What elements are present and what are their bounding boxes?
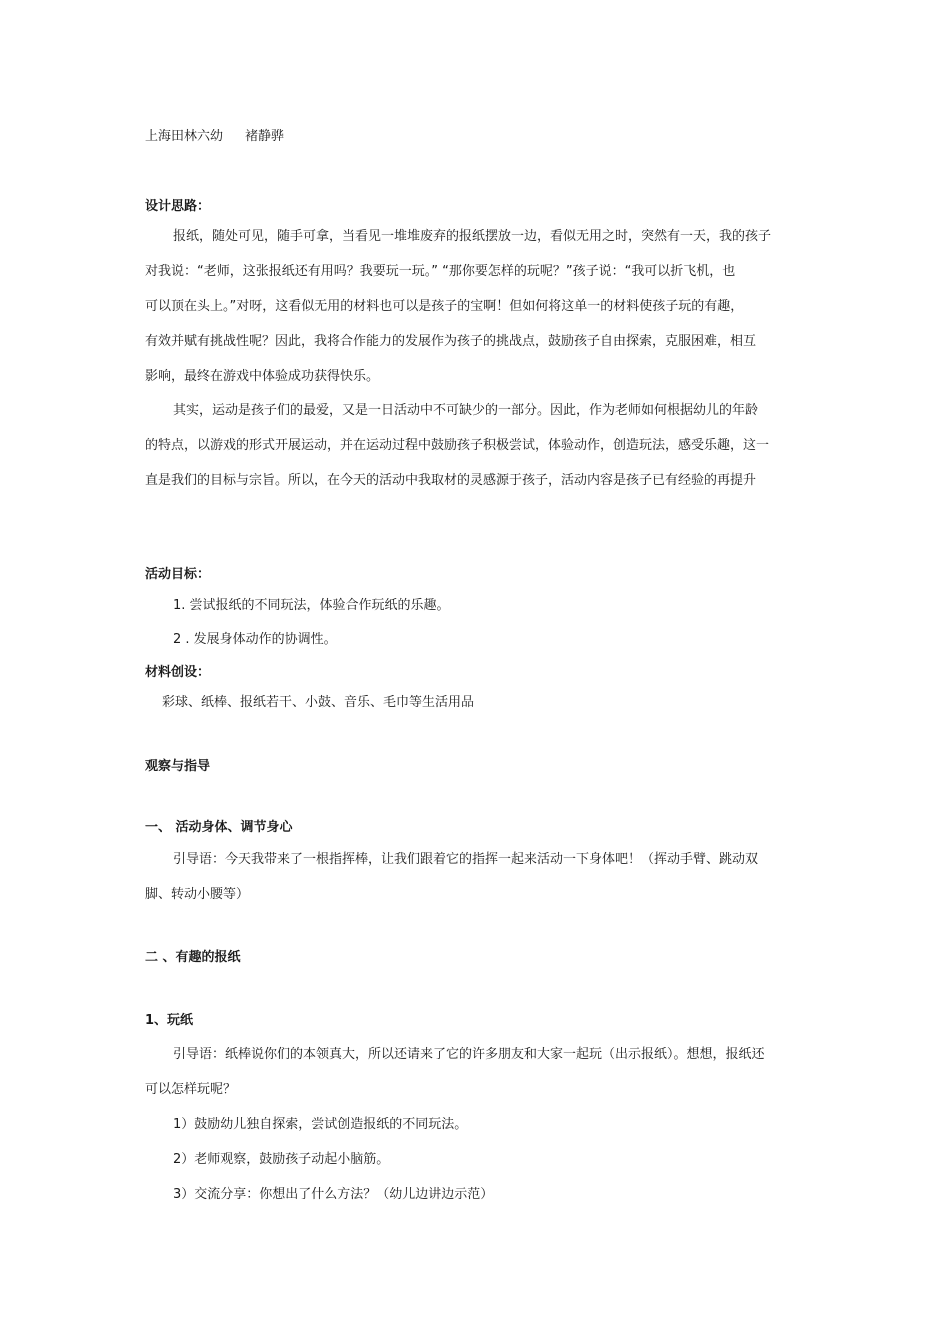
design-para1-line: 可以顶在头上。”对呀，这看似无用的材料也可以是孩子的宝啊！但如何将这单一的材料使孩子玩的有趣， — [145, 299, 744, 314]
materials-heading: 材料创设： — [145, 665, 211, 680]
section1-line: 引导语：今天我带来了一根指挥棒，让我们跟着它的指挥一起来活动一下身体吧！（挥动手臂、跳动双 — [173, 852, 759, 867]
goals-heading: 活动目标： — [145, 567, 211, 582]
design-heading: 设计思路： — [145, 199, 211, 214]
design-para1-line: 有效并赋有挑战性呢？因此，我将合作能力的发展作为孩子的挑战点，鼓励孩子自由探索，克服困难，相互 — [145, 334, 757, 349]
sub1-heading: 1、玩纸 — [145, 1013, 194, 1028]
section1-heading: 一、 活动身体、调节身心 — [145, 820, 293, 835]
sub1-step: 2）老师观察，鼓励孩子动起小脑筋。 — [173, 1152, 390, 1167]
section1-line: 脚、转动小腰等） — [145, 887, 250, 902]
materials-text: 彩球、纸棒、报纸若干、小鼓、音乐、毛巾等生活用品 — [162, 695, 475, 710]
goal-item: 2 . 发展身体动作的协调性。 — [173, 632, 337, 647]
school-name: 上海田林六幼 — [145, 129, 224, 144]
design-para2-line: 其实，运动是孩子们的最爱，又是一日活动中不可缺少的一部分。因此，作为老师如何根据幼儿的年龄 — [173, 403, 759, 418]
sub1-line: 引导语：纸棒说你们的本领真大，所以还请来了它的许多朋友和大家一起玩（出示报纸）。想想，报纸还 — [173, 1047, 765, 1062]
author-name: 褚静骅 — [245, 129, 285, 144]
header-line — [145, 128, 284, 146]
sub1-line: 可以怎样玩呢？ — [145, 1082, 237, 1097]
sub1-step: 1）鼓励幼儿独自探索，尝试创造报纸的不同玩法。 — [173, 1117, 468, 1132]
section2-heading: 二 、有趣的报纸 — [145, 950, 241, 965]
observe-heading: 观察与指导 — [145, 759, 211, 774]
design-para1-line: 对我说：“老师，这张报纸还有用吗？我要玩一玩。” “那你要怎样的玩呢？”孩子说：“我可以折飞机，也 — [145, 264, 736, 279]
goal-item: 1. 尝试报纸的不同玩法，体验合作玩纸的乐趣。 — [173, 598, 450, 613]
design-para1-line: 影响，最终在游戏中体验成功获得快乐。 — [145, 369, 380, 384]
sub1-step: 3）交流分享：你想出了什么方法？（幼儿边讲边示范） — [173, 1187, 494, 1202]
design-para2-line: 直是我们的目标与宗旨。所以，在今天的活动中我取材的灵感源于孩子，活动内容是孩子已有经验的再提升 — [145, 473, 757, 488]
design-para2-line: 的特点，以游戏的形式开展运动，并在运动过程中鼓励孩子积极尝试，体验动作，创造玩法，感受乐趣，这一 — [145, 438, 770, 453]
design-para1-line: 报纸，随处可见，随手可拿，当看见一堆堆废弃的报纸摆放一边，看似无用之时，突然有一天，我的孩子 — [173, 229, 772, 244]
